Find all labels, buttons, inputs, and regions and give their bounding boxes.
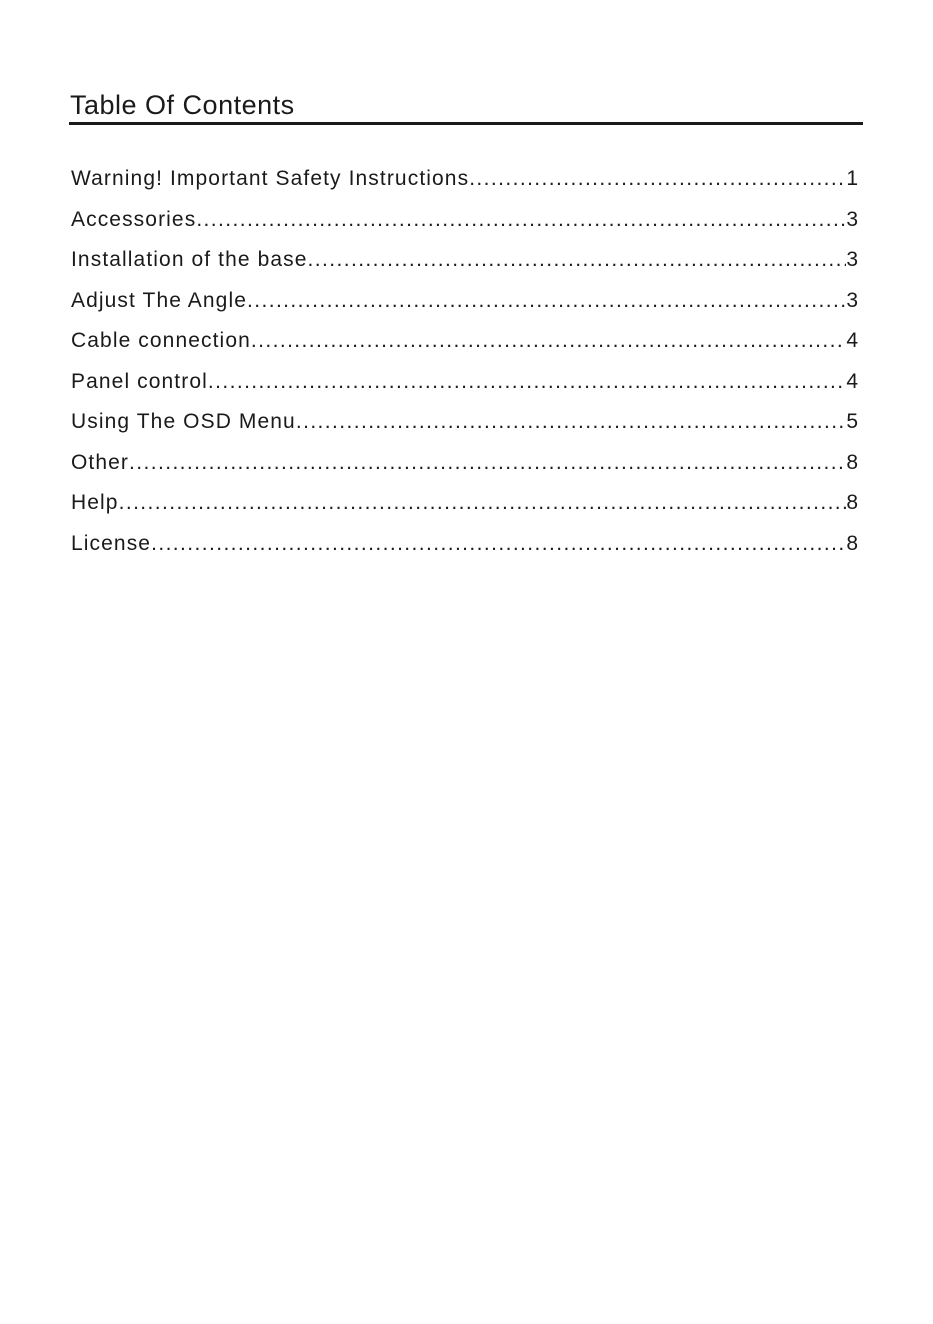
toc-dot-leader (296, 407, 846, 437)
toc-entry[interactable] (71, 407, 858, 448)
toc-entry-label: Warning! Important Safety Instructions (71, 167, 470, 190)
toc-entry-page: 8 (846, 531, 858, 555)
toc-dot-leader (129, 448, 846, 478)
toc-dot-leader (247, 286, 846, 316)
toc-entry[interactable] (71, 529, 858, 570)
toc-entry[interactable] (71, 488, 858, 529)
toc-entry[interactable] (71, 326, 858, 367)
toc-entry-label: Cable connection (71, 329, 251, 352)
toc-entry-page: 5 (846, 410, 858, 433)
title-divider (69, 122, 863, 125)
toc-dot-leader (151, 529, 846, 559)
toc-dot-leader (119, 488, 847, 518)
toc-entry-label: Accessories (71, 207, 197, 231)
toc-entry-label: Installation of the base (71, 248, 308, 271)
toc-entry-page: 3 (846, 207, 858, 231)
toc-entry-label: Adjust The Angle (71, 288, 247, 312)
toc-entry-page: 1 (846, 167, 858, 190)
toc-entry[interactable] (71, 448, 858, 489)
toc-entry[interactable] (71, 164, 858, 205)
toc-entry-label: Using The OSD Menu (71, 410, 296, 433)
toc-entry-label: Panel control (71, 369, 208, 393)
toc-entry-page: 4 (846, 369, 858, 393)
toc-entry[interactable] (71, 205, 858, 246)
toc-dot-leader (251, 326, 846, 356)
toc-dot-leader (196, 205, 846, 235)
toc-entry-page: 3 (846, 288, 858, 312)
page-title: Table Of Contents (70, 90, 295, 120)
toc-entry-label: Other (71, 450, 130, 474)
toc-entry[interactable] (71, 245, 858, 286)
toc-entry-page: 3 (846, 248, 858, 271)
toc-entry-label: Help (71, 491, 119, 514)
toc-entry-label: License (71, 531, 152, 555)
toc-dot-leader (308, 245, 847, 275)
toc-dot-leader (208, 367, 846, 397)
toc-entry-page: 8 (846, 450, 858, 474)
toc-entry-page: 4 (846, 329, 858, 352)
toc-list (71, 164, 858, 569)
toc-entry-page: 8 (846, 491, 858, 514)
toc-entry[interactable] (71, 286, 858, 327)
toc-dot-leader (469, 164, 846, 194)
toc-entry[interactable] (71, 367, 858, 408)
